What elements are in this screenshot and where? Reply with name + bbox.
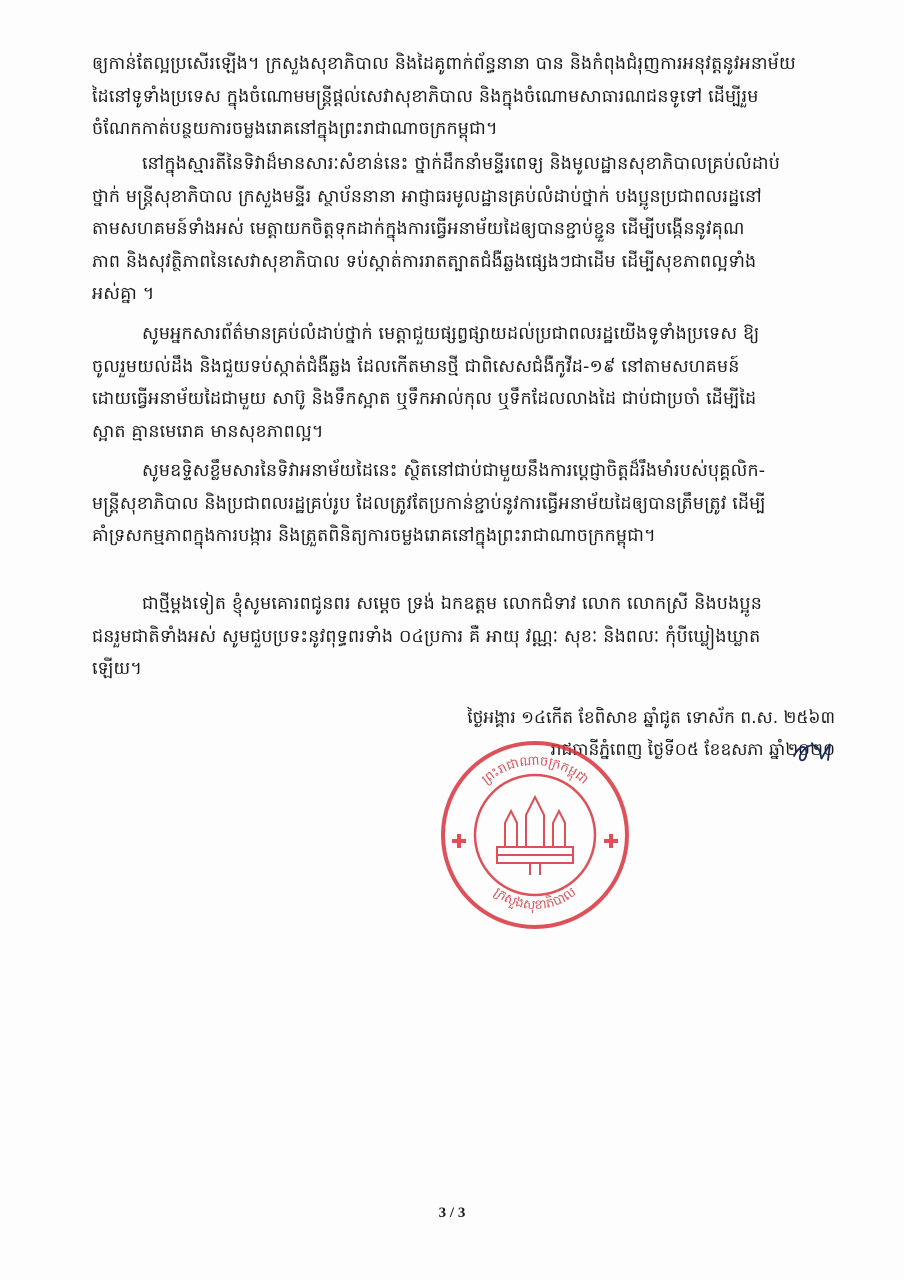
paragraph-line: នៅក្នុងស្មារតីនៃទិវាដ៏មានសារៈសំខាន់នេះ ថ្នាក់ដឹកនាំមន្ទីរពេទ្យ និងមូលដ្ឋានសុខាភិបាលគ្រប់លំដាប់ [142, 154, 781, 174]
paragraph-line: ឡើយ។ [92, 659, 143, 679]
svg-text:ក្រសួងសុខាភិបាល [491, 885, 579, 914]
page-number: 3 / 3 [438, 1205, 466, 1221]
paragraph-line: ថ្នាក់ មន្ត្រីសុខាភិបាល ក្រសួងមន្ទីរ ស្ថាប័ននានា អាជ្ញាធរមូលដ្ឋានគ្រប់លំដាប់ថ្នាក់ បងប្អូនប្រជាពលរដ្ឋនៅ [92, 186, 762, 207]
paragraph [92, 48, 808, 146]
paragraph-line: ឲ្យកាន់តែល្អប្រសើរឡើង។ ក្រសួងសុខាភិបាល និងដៃគូពាក់ព័ន្ធនានា បាន និងកំពុងជំរុញការអនុវត្តនូវអនាម័យ [92, 54, 796, 74]
paragraph-line: អស់គ្នា ។ [92, 284, 155, 304]
paragraph [92, 588, 808, 686]
paragraph-line: ដៃនៅទូទាំងប្រទេស ក្នុងចំណោមមន្ត្រីផ្តល់សេវាសុខាភិបាល និងក្នុងចំណោមសាធារណជនទូទៅ ដើម្បីរួម [92, 86, 759, 107]
ministry-seal-stamp [435, 735, 635, 935]
paragraph-line: ដោយធ្វើអនាម័យដៃជាមួយ សាប៊ូ និងទឹកស្អាត ឬទឹកអាល់កុល ឬទឹកដែលលាងដៃ ជាប់ជាប្រចាំ ដើម្បីដៃ [92, 389, 757, 409]
paragraph-line: ភាព និងសុវត្ថិភាពនៃសេវាសុខាភិបាល ទប់ស្កាត់ការរាតត្បាតជំងឺឆ្លងផ្សេងៗជាដើម ដើម្បីសុខភាពល្អទាំង [92, 251, 757, 272]
stamp-top-text: ព្រះរាជាណាចក្រកម្ពុជា [479, 753, 591, 788]
handwritten-signature [790, 738, 838, 766]
paragraph-line: មន្ត្រីសុខាភិបាល និងប្រជាពលរដ្ឋគ្រប់រូប ដែលត្រូវតែប្រកាន់ខ្ជាប់នូវការធ្វើអនាម័យដៃឲ្យបានត្រឹមត្រូវ ដើម្បី [92, 493, 766, 514]
solar-date: រាជធានីភ្នំពេញ ថ្ងៃទី០៥ ខែឧសភា ឆ្នាំ២០២០ [550, 740, 835, 760]
paragraph [92, 455, 808, 553]
paragraph-line: គាំទ្រសកម្មភាពក្នុងការបង្ការ និងត្រួតពិនិត្យការចម្លងរោគនៅក្នុងព្រះរាជាណាចក្រកម្ពុជា។ [92, 526, 656, 546]
paragraph-line: សូមឧទ្ទិសខ្លឹមសារនៃទិវាអនាម័យដៃនេះ ស្ថិតនៅជាប់ជាមួយនឹងការប្តេជ្ញាចិត្តដ៏រឹងមាំរបស់បុគ្គលិក- [142, 461, 766, 481]
lunar-date: ថ្ងៃអង្គារ ១៤កើត ខែពិសាខ ឆ្នាំជូត ទោស័ក ព.ស. ២៥៦៣ [467, 708, 835, 728]
svg-text:ព្រះរាជាណាចក្រកម្ពុជា [479, 753, 591, 787]
paragraph-line: ចំណែកកាត់បន្ថយការចម្លងរោគនៅក្នុងព្រះរាជាណាចក្រកម្ពុជា។ [92, 119, 498, 139]
paragraph-line: តាមសហគមន៍ទាំងអស់ មេត្តាយកចិត្តទុកដាក់ក្នុងការធ្វើអនាម័យដៃឲ្យបានខ្ជាប់ខ្ជួន ដើម្បីបង្កើននូវគុណ [92, 219, 745, 239]
paragraph [92, 318, 808, 448]
paragraph-line: ជាថ្មីម្តងទៀត ខ្ញុំសូមគោរពជូនពរ សម្តេច ទ្រង់ ឯកឧត្តម លោកជំទាវ លោក លោកស្រី និងបងប្អូន [142, 594, 763, 614]
paragraph [92, 148, 808, 311]
paragraph-line: សូមអ្នកសារព័ត៌មានគ្រប់លំដាប់ថ្នាក់ មេត្តាជួយផ្សព្វផ្សាយដល់ប្រជាពលរដ្ឋយើងទូទាំងប្រទេស ឱ្យ [142, 324, 760, 344]
paragraph-line: ចូលរួមយល់ដឹង និងជួយទប់ស្កាត់ជំងឺឆ្លង ដែលកើតមានថ្មី ជាពិសេសជំងឺកូវីដ-១៩ នៅតាមសហគមន៍ [92, 356, 740, 377]
paragraph-line: ស្អាត គ្មានមេរោគ មានសុខភាពល្អ។ [92, 421, 324, 442]
stamp-bottom-text: ក្រសួងសុខាភិបាល [490, 884, 580, 914]
paragraph-line: ជនរួមជាតិទាំងអស់ សូមជួបប្រទះនូវពុទ្ធពរទាំង ០៤ប្រការ គឺ អាយុ វណ្ណៈ សុខៈ និងពលៈ កុំបីឃ្លៀងឃ្លាត [92, 626, 761, 647]
